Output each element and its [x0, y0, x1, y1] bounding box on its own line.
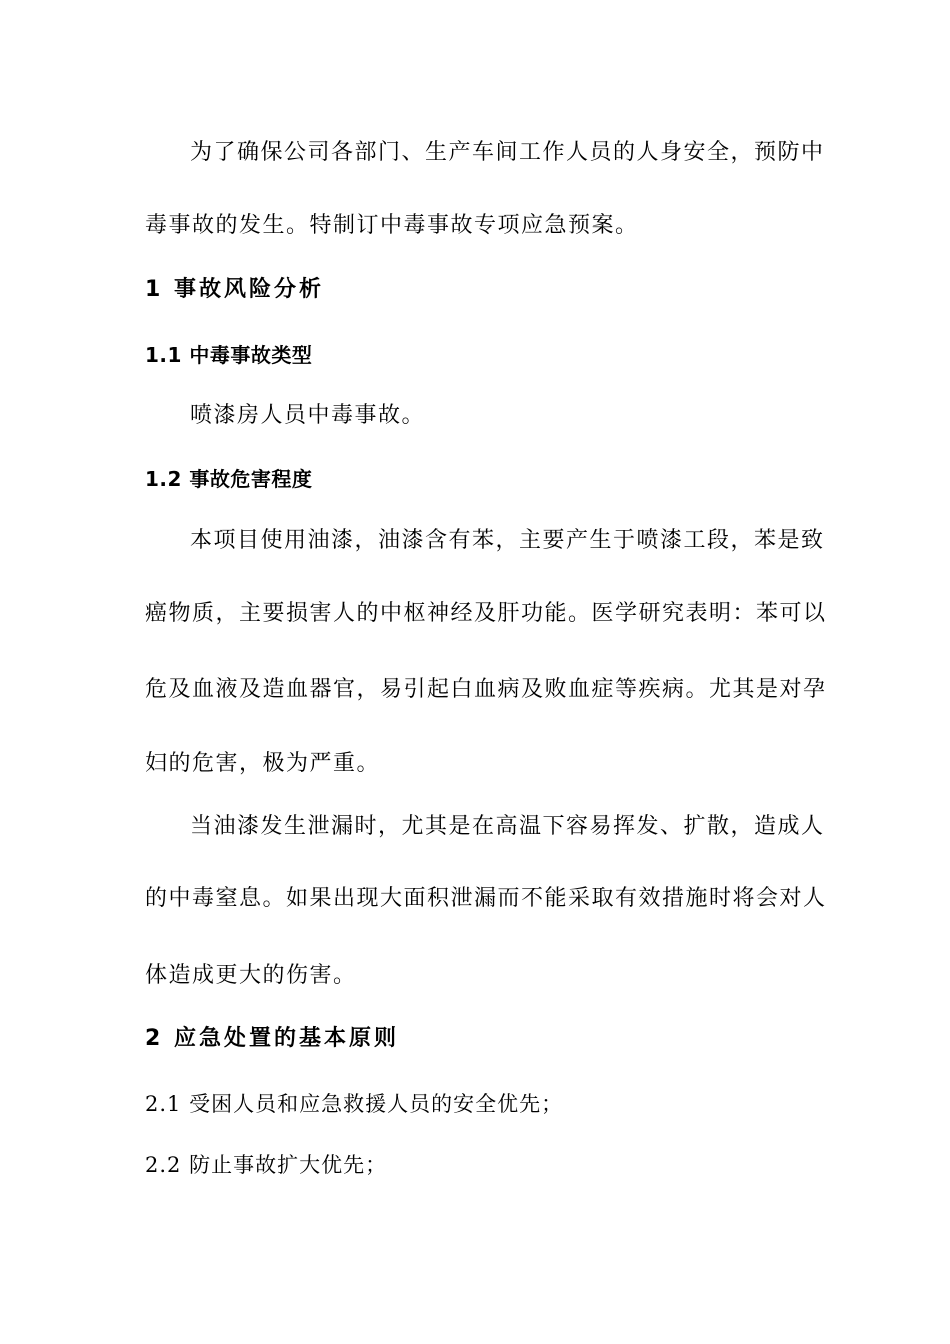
section-1-1-heading: 1.1 中毒事故类型 — [145, 343, 313, 367]
section-1-heading: 1 事故风险分析 — [145, 277, 324, 302]
intro-line-1: 为了确保公司各部门、生产车间工作人员的人身安全，预防中 — [190, 140, 825, 165]
section-2-heading: 2 应急处置的基本原则 — [145, 1026, 399, 1051]
paragraph-line: 危及血液及造血器官，易引起白血病及败血症等疾病。尤其是对孕 — [145, 677, 827, 702]
intro-line-2: 毒事故的发生。特制订中毒事故专项应急预案。 — [145, 213, 639, 238]
paragraph-line: 当油漆发生泄漏时，尤其是在高温下容易挥发、扩散，造成人 — [190, 814, 825, 839]
paragraph-line: 妇的危害，极为严重。 — [145, 751, 381, 776]
section-1-1-text: 喷漆房人员中毒事故。 — [190, 403, 426, 428]
paragraph-line: 体造成更大的伤害。 — [145, 963, 357, 988]
section-1-2-heading: 1.2 事故危害程度 — [145, 467, 313, 491]
paragraph-line: 本项目使用油漆，油漆含有苯，主要产生于喷漆工段，苯是致 — [190, 528, 825, 553]
list-item: 2.1 受困人员和应急救援人员的安全优先； — [145, 1092, 564, 1116]
list-item: 2.2 防止事故扩大优先； — [145, 1153, 388, 1177]
paragraph-line: 癌物质，主要损害人的中枢神经及肝功能。医学研究表明：苯可以 — [145, 601, 827, 626]
paragraph-line: 的中毒窒息。如果出现大面积泄漏而不能采取有效措施时将会对人 — [145, 886, 827, 911]
